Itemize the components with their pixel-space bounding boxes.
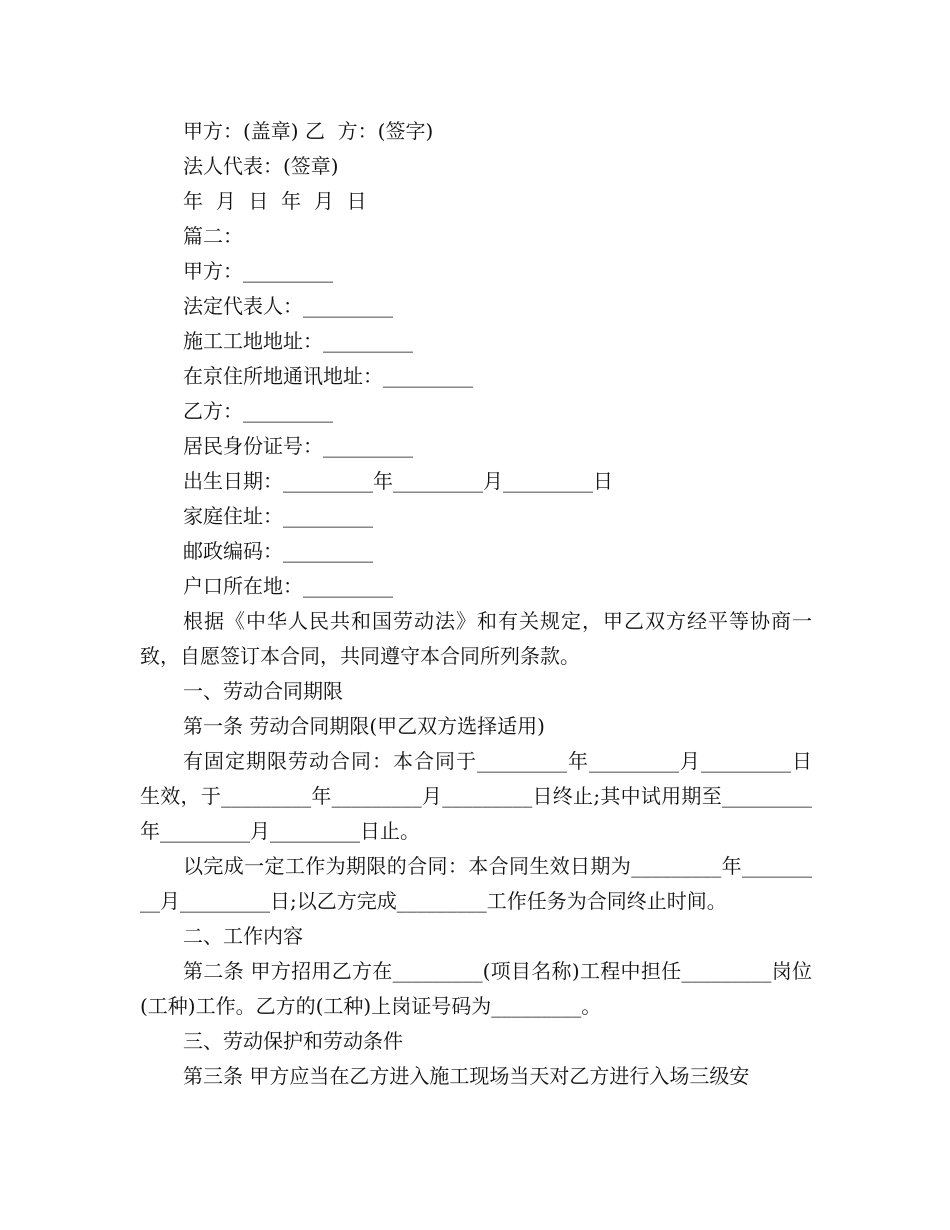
date-line: 年 月 日 年 月 日 <box>183 189 367 213</box>
section-heading-contract-term: 一、劳动合同期限 <box>183 679 343 703</box>
fixed-term-paragraph: 有固定期限劳动合同：本合同于_________年_________月_________日生效，于_________年_________月_________日终止;其中试用期至_________年_________月_________日止。 <box>140 749 812 843</box>
birth-date-field: 出生日期：_________年_________月_________日 <box>183 469 613 493</box>
party-a-seal-line: 甲方：(盖章) 乙 方：(签字) <box>183 119 434 143</box>
section-heading-labor-protection: 三、劳动保护和劳动条件 <box>183 1029 403 1053</box>
section-heading-work-content: 二、工作内容 <box>183 924 303 948</box>
section-heading-part-two: 篇二： <box>183 224 243 248</box>
beijing-address-field: 在京住所地通讯地址：_________ <box>183 364 473 388</box>
article-one-heading: 第一条 劳动合同期限(甲乙双方选择适用) <box>183 714 545 738</box>
article-three-paragraph: 第三条 甲方应当在乙方进入施工现场当天对乙方进行入场三级安 <box>183 1064 750 1088</box>
task-term-paragraph: 以完成一定工作为期限的合同：本合同生效日期为_________年_________月_________日;以乙方完成_________工作任务为合同终止时间。 <box>140 854 812 913</box>
household-registration-field: 户口所在地：_________ <box>183 574 393 598</box>
preamble-paragraph: 根据《中华人民共和国劳动法》和有关规定，甲乙双方经平等协商一致，自愿签订本合同，共同遵守本合同所列条款。 <box>140 609 812 668</box>
article-two-paragraph: 第二条 甲方招用乙方在_________(项目名称)工程中担任_________岗位(工种)工作。乙方的(工种)上岗证号码为_________。 <box>140 959 812 1018</box>
party-a-field: 甲方：_________ <box>183 259 333 283</box>
party-b-field: 乙方：_________ <box>183 399 333 423</box>
document-page <box>140 114 812 1094</box>
id-number-field: 居民身份证号：_________ <box>183 434 413 458</box>
home-address-field: 家庭住址：_________ <box>183 504 373 528</box>
site-address-field: 施工工地地址：_________ <box>183 329 413 353</box>
legal-rep-seal-line: 法人代表：(签章) <box>183 154 339 178</box>
postal-code-field: 邮政编码：_________ <box>183 539 373 563</box>
legal-representative-field: 法定代表人：_________ <box>183 294 393 318</box>
